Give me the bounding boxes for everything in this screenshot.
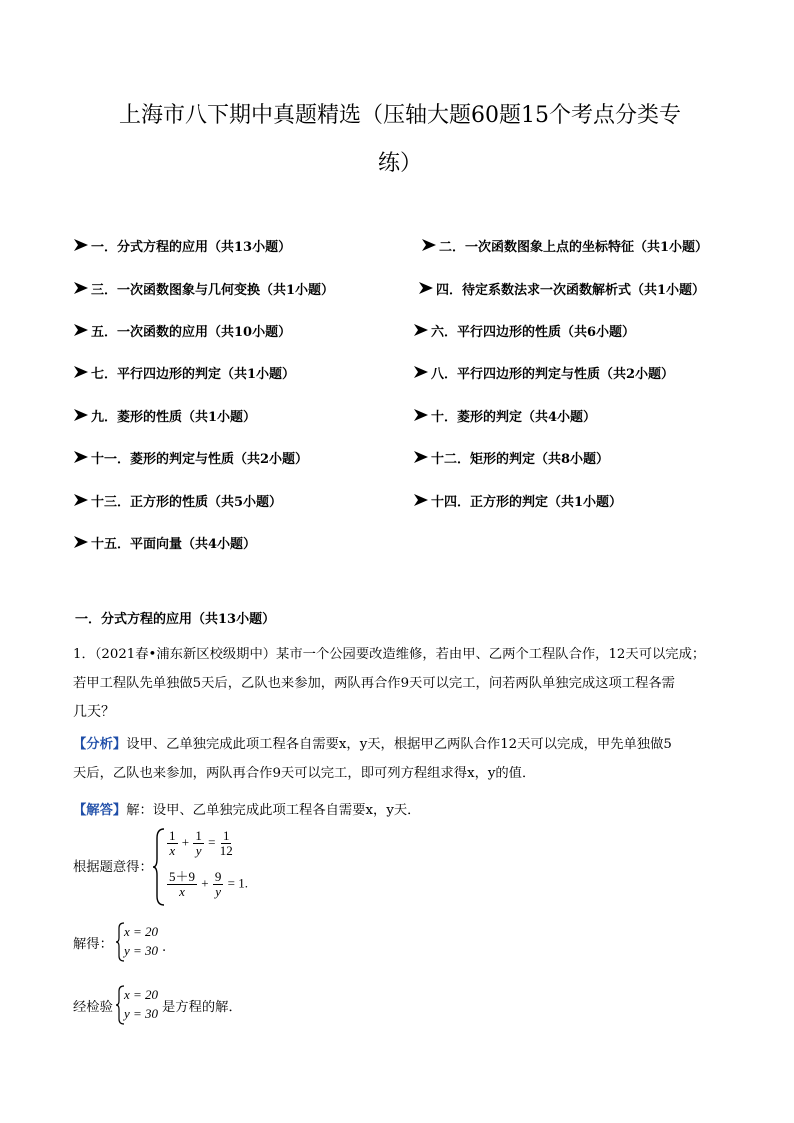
arrow-icon [413, 364, 429, 380]
toc-item-10[interactable] [413, 405, 596, 425]
page-title [70, 92, 730, 188]
solution-values [124, 922, 158, 960]
arrow-icon [73, 364, 89, 380]
section-heading: 一．分式方程的应用（共13小题） [75, 612, 276, 627]
check-values: x = 20 y = 30 [124, 987, 159, 1021]
equation-intro: 根据题意得： [73, 860, 153, 875]
toc-item-label: 六．平行四边形的性质（共6小题） [431, 324, 636, 340]
toc-item-6[interactable] [413, 320, 635, 340]
solution-block [73, 796, 733, 825]
arrow-icon [73, 322, 89, 338]
arrow-icon [413, 492, 429, 508]
toc-item-5[interactable] [73, 320, 291, 340]
solution-label: 【解答】 [73, 803, 127, 818]
problem-line-1: 1．（2021春•浦东新区校级期中）某市一个公园要改造维修，若由甲、乙两个工程队合作，12天可以完成； [73, 647, 706, 662]
left-brace-icon [152, 828, 166, 906]
toc-item-14[interactable] [413, 490, 622, 510]
solve-period: . [162, 940, 167, 955]
toc-item-11[interactable] [73, 447, 308, 467]
solution-line-1: 解：设甲、乙单独完成此项工程各自需要x，y天． [126, 803, 421, 818]
arrow-icon [73, 534, 89, 550]
toc-item-1[interactable] [73, 235, 291, 255]
solve-label: 解得： [73, 937, 113, 952]
toc-item-label: 十．菱形的判定（共4小题） [431, 409, 597, 425]
arrow-icon [421, 237, 437, 253]
toc-item-9[interactable] [73, 405, 256, 425]
problem-text [73, 640, 733, 727]
check-label: 经检验 [73, 1000, 113, 1015]
arrow-icon [413, 407, 429, 423]
toc-item-3[interactable] [73, 278, 334, 298]
toc-item-label: 二．一次函数图象上点的坐标特征（共1小题） [439, 239, 709, 255]
solution-y: y = 30 [124, 943, 159, 958]
arrow-icon [413, 322, 429, 338]
toc-item-label: 十四．正方形的判定（共1小题） [431, 494, 623, 510]
arrow-icon [73, 280, 89, 296]
toc-item-label: 三．一次函数图象与几何变换（共1小题） [91, 282, 335, 298]
equation-2: $\frac{5+9}{x}$ + $\frac{9}{y}$ = 1. [169, 869, 248, 899]
analysis-line-2: 天后，乙队也来参加，两队再合作9天可以完工，即可列方程组求得x，y的值． [73, 766, 536, 781]
check-suffix: 是方程的解． [162, 1000, 242, 1015]
toc-item-label: 四．待定系数法求一次函数解析式（共1小题） [436, 282, 706, 298]
solution-x: x = 20 [124, 924, 159, 939]
toc-item-15[interactable] [73, 532, 256, 552]
problem-line-2: 若甲工程队先单独做5天后，乙队也来参加，两队再合作9天可以完工，问若两队单独完成这项工程各需 [73, 676, 675, 691]
arrow-icon [413, 449, 429, 465]
arrow-icon [73, 449, 89, 465]
toc-item-label: 七．平行四边形的判定（共1小题） [91, 366, 296, 382]
analysis-block [73, 730, 733, 788]
toc-item-label: 十二．矩形的判定（共8小题） [431, 451, 610, 467]
toc-item-label: 九．菱形的性质（共1小题） [91, 409, 257, 425]
equation-1: $\frac{1}{x}$ + $\frac{1}{y}$ = $\frac{1}{12}$ [169, 828, 233, 858]
toc-item-13[interactable] [73, 490, 282, 510]
arrow-icon [73, 407, 89, 423]
arrow-icon [418, 280, 434, 296]
analysis-label: 【分析】 [73, 737, 127, 752]
analysis-line-1: 设甲、乙单独完成此项工程各自需要x，y天，根据甲乙两队合作12天可以完成，甲先单独做5 [126, 737, 672, 752]
arrow-icon [73, 492, 89, 508]
toc-item-12[interactable] [413, 447, 609, 467]
title-line-2: 练） [377, 151, 422, 176]
toc-item-label: 十三．正方形的性质（共5小题） [91, 494, 283, 510]
toc-item-2[interactable] [421, 235, 708, 255]
title-line-1: 上海市八下期中真题精选（压轴大题60题15个考点分类专 [119, 103, 681, 128]
arrow-icon [73, 237, 89, 253]
problem-line-3: 几天？ [73, 704, 115, 720]
toc-item-label: 一．分式方程的应用（共13小题） [91, 239, 292, 255]
toc-item-8[interactable] [413, 362, 674, 382]
toc-item-4[interactable] [418, 278, 705, 298]
toc-item-label: 五．一次函数的应用（共10小题） [91, 324, 292, 340]
toc-item-7[interactable] [73, 362, 295, 382]
toc-item-label: 十五．平面向量（共4小题） [91, 536, 257, 552]
toc-item-label: 八．平行四边形的判定与性质（共2小题） [431, 366, 675, 382]
toc-item-label: 十一．菱形的判定与性质（共2小题） [91, 451, 309, 467]
